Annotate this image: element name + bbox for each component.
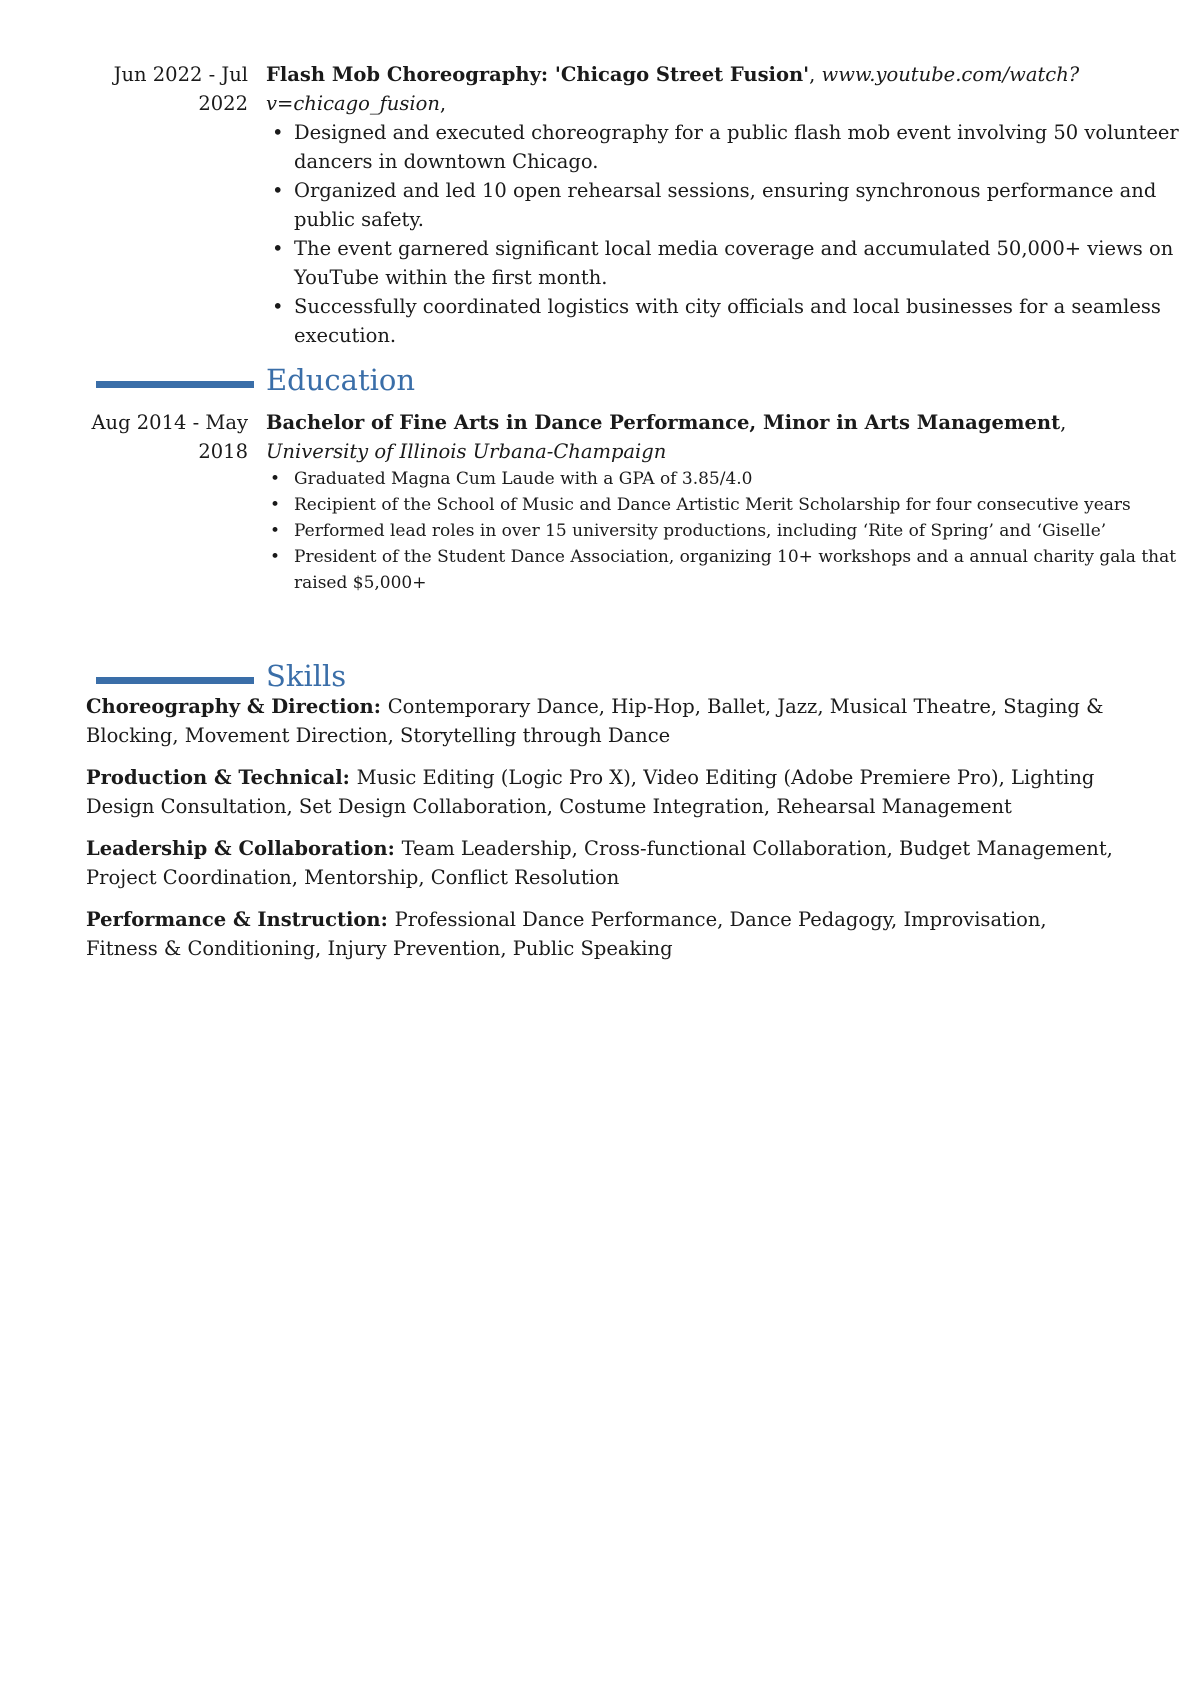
list-item: • Successfully coordinated logistics with city officials and local businesses for a seamless execution.	[266, 292, 1186, 350]
education-body	[266, 408, 1186, 596]
education-bullets	[266, 466, 1186, 596]
degree: Bachelor of Fine Arts in Dance Performance, Minor in Arts Management	[266, 411, 1061, 434]
section-title: Skills	[266, 659, 347, 693]
skill-group-items: Professional Dance Performance, Dance Pedagogy, Improvisation, Fitness & Conditioning, Injury Prevention, Public Speaking	[86, 908, 1047, 960]
project-title: Flash Mob Choreography: 'Chicago Street Fusion'	[266, 63, 810, 86]
skill-group	[86, 834, 1116, 892]
skill-group-items: Music Editing (Logic Pro X), Video Editing (Adobe Premiere Pro), Lighting Design Consultation, Set Design Collaboration, Costume Integration, Rehearsal Management	[86, 766, 1095, 818]
list-item: • Performed lead roles in over 15 university productions, including ‘Rite of Spring’ and ‘Giselle’	[266, 518, 1186, 544]
skill-group-label: Production & Technical:	[86, 766, 357, 789]
skill-group	[86, 905, 1116, 963]
skill-group-items: Contemporary Dance, Hip-Hop, Ballet, Jazz, Musical Theatre, Staging & Blocking, Movement Direction, Storytelling through Dance	[86, 695, 1104, 747]
list-item: • Designed and executed choreography for a public flash mob event involving 50 volunteer dancers in downtown Chicago.	[266, 118, 1186, 176]
skill-group-items: Team Leadership, Cross-functional Collaboration, Budget Management, Project Coordination, Mentorship, Conflict Resolution	[86, 837, 1113, 889]
project-link[interactable]: www.youtube.com/watch?v=chicago_fusion	[266, 63, 1080, 115]
project-body	[266, 60, 1186, 350]
list-item: • The event garnered significant local media coverage and accumulated 50,000+ views on YouTube within the first month.	[266, 234, 1186, 292]
list-item: • Graduated Magna Cum Laude with a GPA of 3.85/4.0	[266, 466, 1186, 492]
school-name: University of Illinois Urbana-Champaign	[266, 440, 667, 463]
skill-group-label: Choreography & Direction:	[86, 695, 388, 718]
education-heading	[96, 363, 996, 402]
education-title-line: Bachelor of Fine Arts in Dance Performance, Minor in Arts Management,	[266, 411, 1067, 434]
section-accent-bar	[96, 677, 254, 684]
project-title-line: Flash Mob Choreography: 'Chicago Street Fusion', www.youtube.com/watch?v=chicago_fusion,	[266, 63, 1080, 115]
school-line	[266, 437, 1186, 466]
list-item: • President of the Student Dance Association, organizing 10+ workshops and a annual charity gala that raised $5,000+	[266, 544, 1186, 596]
skill-group-label: Performance & Instruction:	[86, 908, 395, 931]
education-date: Aug 2014 - May 2018	[91, 411, 248, 463]
skill-group	[86, 763, 1116, 821]
section-accent-bar	[96, 381, 254, 388]
skills-list	[86, 692, 1116, 976]
skill-group-label: Leadership & Collaboration:	[86, 837, 402, 860]
skill-group	[86, 692, 1116, 750]
project-bullets	[266, 118, 1186, 350]
list-item: • Organized and led 10 open rehearsal sessions, ensuring synchronous performance and public safety.	[266, 176, 1186, 234]
list-item: • Recipient of the School of Music and Dance Artistic Merit Scholarship for four consecutive years	[266, 492, 1186, 518]
section-title: Education	[266, 363, 416, 397]
project-date: Jun 2022 - Jul 2022	[113, 63, 248, 115]
